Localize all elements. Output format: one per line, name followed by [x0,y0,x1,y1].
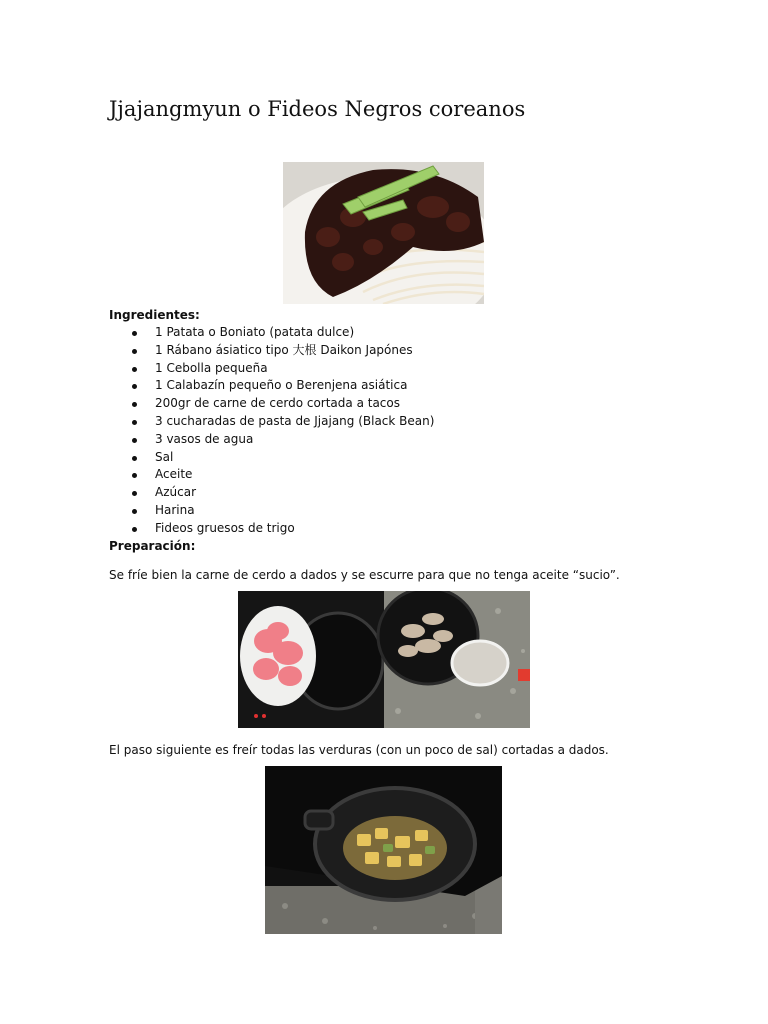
list-item: 1 Cebolla pequeña [109,360,434,378]
pork-frying-photo [238,591,530,728]
list-item: Harina [109,502,434,520]
preparation-heading: Preparación: [109,539,196,553]
list-item: 3 cucharadas de pasta de Jjajang (Black Bean) [109,413,434,431]
list-item: 200gr de carne de cerdo cortada a tacos [109,395,434,413]
vegetables-frying-photo [265,766,502,934]
page-title: Jjajangmyun o Fideos Negros coreanos [109,97,526,121]
jjajangmyun-photo [283,162,484,304]
ingredients-heading: Ingredientes: [109,308,200,322]
list-item: Azúcar [109,484,434,502]
list-item: 1 Rábano ásiatico tipo 大根 Daikon Japónes [109,342,434,360]
list-item: 3 vasos de agua [109,431,434,449]
list-item: 1 Calabazín pequeño o Berenjena asiática [109,377,434,395]
list-item: Aceite [109,466,434,484]
list-item: Fideos gruesos de trigo [109,520,434,538]
ingredients-list [109,324,434,538]
step-2-text: El paso siguiente es freír todas las verduras (con un poco de sal) cortadas a dados. [109,743,609,757]
list-item: Sal [109,449,434,467]
step-1-text: Se fríe bien la carne de cerdo a dados y se escurre para que no tenga aceite “sucio”. [109,568,620,582]
list-item: 1 Patata o Boniato (patata dulce) [109,324,434,342]
